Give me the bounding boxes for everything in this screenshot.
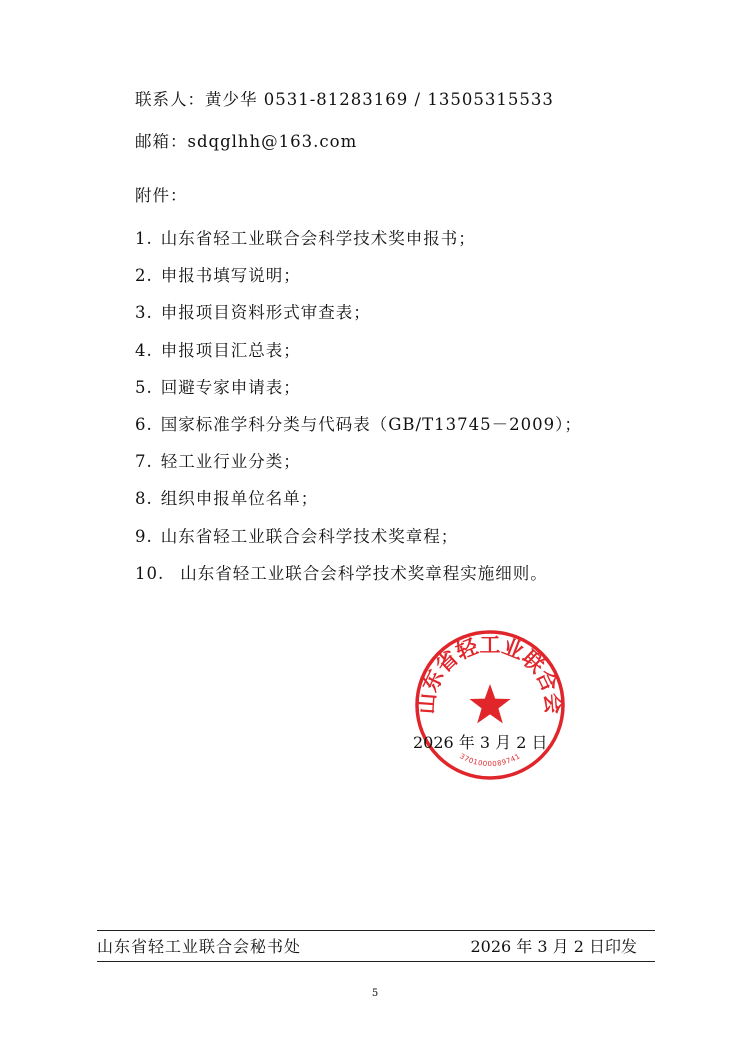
attachments-list <box>135 220 582 592</box>
list-item: 3. 申报项目资料形式审查表； <box>135 303 371 323</box>
list-item: 1. 山东省轻工业联合会科学技术奖申报书； <box>135 229 476 248</box>
list-item: 8. 组织申报单位名单； <box>135 489 319 509</box>
issuer: 山东省轻工业联合会秘书处 <box>97 937 302 956</box>
footer <box>97 930 655 962</box>
list-item: 10. 山东省轻工业联合会科学技术奖章程实施细则。 <box>135 563 548 583</box>
contact-line: 联系人：黄少华 0531-81283169 / 13505315533 <box>135 90 554 109</box>
list-item: 2. 申报书填写说明； <box>135 266 301 286</box>
list-item: 6. 国家标准学科分类与代码表（GB/T13745－2009）； <box>135 414 582 434</box>
list-item: 9. 山东省轻工业联合会科学技术奖章程； <box>135 526 459 546</box>
seal-text: 山东省轻工业联合会 <box>414 632 566 715</box>
signature-date: 2026 年 3 月 2 日 <box>413 733 548 752</box>
list-item: 5. 回避专家申请表； <box>135 377 301 397</box>
seal-code: 3701000089741 <box>458 752 522 769</box>
issued-date: 2026 年 3 月 2 日印发 <box>470 937 637 956</box>
list-item: 4. 申报项目汇总表； <box>135 340 301 360</box>
email-line: 邮箱：sdqglhh@163.com <box>135 132 358 151</box>
attachments-heading: 附件： <box>135 186 188 205</box>
list-item: 7. 轻工业行业分类； <box>135 452 301 472</box>
page-number: 5 <box>371 988 379 999</box>
official-seal <box>413 628 567 782</box>
star-icon <box>469 684 510 723</box>
